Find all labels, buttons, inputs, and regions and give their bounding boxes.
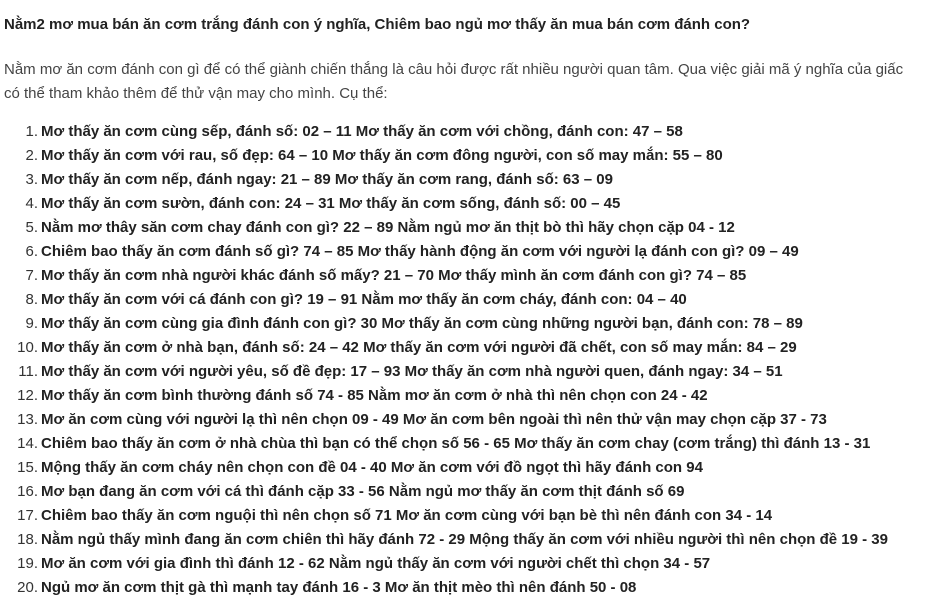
list-item-number: 8. [25,291,38,308]
list-item-text: Mộng thấy ăn cơm cháy nên chọn con đề 04 - 40 Mơ ăn cơm với đồ ngọt thì hãy đánh con 94 [41,459,703,476]
list-item-text: Mơ thấy ăn cơm với rau, số đẹp: 64 – 10 Mơ thấy ăn cơm đông người, con số may mắn: 55 – 80 [41,147,723,164]
list-item-text: Chiêm bao thấy ăn cơm nguội thì nên chọn số 71 Mơ ăn cơm cùng với bạn bè thì nên đánh con 34 - 14 [41,507,773,524]
list-item-text: Mơ ăn cơm cùng với người lạ thì nên chọn 09 - 49 Mơ ăn cơm bên ngoài thì nên thử vận may chọn cặp 37 - 73 [41,411,827,428]
list-item [0,144,888,168]
list-item [0,264,888,288]
list-item-number: 18. [17,531,38,548]
list-item-text: Chiêm bao thấy ăn cơm ở nhà chùa thì bạn có thể chọn số 56 - 65 Mơ thấy ăn cơm chay (cơm trắng) thì đánh 13 - 31 [41,435,871,452]
list-item-text: Nằm mơ thây săn cơm chay đánh con gì? 22 – 89 Nằm ngủ mơ ăn thịt bò thì hãy chọn cặp 04 - 12 [41,219,735,236]
list-item [0,576,888,600]
list-item [0,552,888,576]
list-item-text: Mơ thấy ăn cơm sườn, đánh con: 24 – 31 Mơ thấy ăn cơm sống, đánh số: 00 – 45 [41,195,621,212]
list-item [0,168,888,192]
list-item [0,192,888,216]
list-item-number: 9. [25,315,38,332]
list-item-text: Mơ thấy ăn cơm ở nhà bạn, đánh số: 24 – 42 Mơ thấy ăn cơm với người đã chết, con số may mắn: 84 – 29 [41,339,797,356]
list-item-text: Mơ ăn cơm với gia đình thì đánh 12 - 62 Nằm ngủ thấy ăn cơm với người chết thì chọn 34 - 57 [41,555,711,572]
list-item-text: Mơ thấy ăn cơm cùng sếp, đánh số: 02 – 11 Mơ thấy ăn cơm với chồng, đánh con: 47 – 58 [41,123,683,140]
list-item [0,528,888,552]
list-item-number: 13. [17,411,38,428]
list-item-text: Mơ thấy ăn cơm nhà người khác đánh số mấy? 21 – 70 Mơ thấy mình ăn cơm đánh con gì? 74 – 85 [41,267,747,284]
list-item [0,456,888,480]
list-item-number: 14. [17,435,38,452]
list-item [0,480,888,504]
list-item-number: 16. [17,483,38,500]
list-item [0,120,888,144]
list-item [0,408,888,432]
list-item [0,384,888,408]
list-item-text: Mơ thấy ăn cơm cùng gia đình đánh con gì? 30 Mơ thấy ăn cơm cùng những người bạn, đánh con: 78 – 89 [41,315,803,332]
list-item-number: 10. [17,339,38,356]
list-item [0,240,888,264]
list-item-number: 6. [25,243,38,260]
list-item-text: Mơ thấy ăn cơm nếp, đánh ngay: 21 – 89 Mơ thấy ăn cơm rang, đánh số: 63 – 09 [41,171,613,188]
dream-number-list [0,120,888,600]
list-item-text: Mơ bạn đang ăn cơm với cá thì đánh cặp 33 - 56 Nằm ngủ mơ thấy ăn cơm thịt đánh số 69 [41,483,685,500]
list-item-number: 7. [25,267,38,284]
list-item-number: 19. [17,555,38,572]
list-item-number: 20. [17,579,38,596]
list-item-text: Mơ thấy ăn cơm bình thường đánh số 74 - 85 Nằm mơ ăn cơm ở nhà thì nên chọn con 24 - 42 [41,387,708,404]
list-item-number: 5. [25,219,38,236]
list-item [0,360,888,384]
list-item-number: 12. [17,387,38,404]
list-item [0,336,888,360]
list-item-number: 15. [17,459,38,476]
list-item-text: Mơ thấy ăn cơm với người yêu, số đề đẹp: 17 – 93 Mơ thấy ăn cơm nhà người quen, đánh ngay: 34 – 51 [41,363,783,380]
list-item [0,288,888,312]
list-item [0,504,888,528]
list-item-number: 17. [17,507,38,524]
list-item-number: 1. [25,123,38,140]
intro-paragraph [4,58,949,106]
list-item-text: Ngủ mơ ăn cơm thịt gà thì mạnh tay đánh 16 - 3 Mơ ăn thịt mèo thì nên đánh 50 - 08 [41,579,637,596]
list-item-number: 2. [25,147,38,164]
list-item-text: Nằm ngủ thấy mình đang ăn cơm chiên thì hãy đánh 72 - 29 Mộng thấy ăn cơm với nhiều người thì nên chọn đề 19 - 39 [41,531,888,548]
list-item-text: Mơ thấy ăn cơm với cá đánh con gì? 19 – 91 Nằm mơ thấy ăn cơm cháy, đánh con: 04 – 40 [41,291,687,308]
list-item-text: Chiêm bao thấy ăn cơm đánh số gì? 74 – 85 Mơ thấy hành động ăn cơm với người lạ đánh con gì? 09 – 49 [41,243,799,260]
list-item-number: 11. [18,363,38,380]
list-item-number: 3. [25,171,38,188]
list-item [0,432,888,456]
article-heading: Nằm2 mơ mua bán ăn cơm trắng đánh con ý nghĩa, Chiêm bao ngủ mơ thấy ăn mua bán cơm đánh con? [4,16,751,33]
intro-line-1: Nằm mơ ăn cơm đánh con gì để có thể giành chiến thắng là câu hỏi được rất nhiều người quan tâm. Qua việc giải mã ý nghĩa của giấc [4,61,904,78]
list-item-number: 4. [25,195,38,212]
list-item [0,312,888,336]
list-item [0,216,888,240]
intro-line-2: có thể tham khảo thêm để thử vận may cho mình. Cụ thể: [4,85,388,102]
